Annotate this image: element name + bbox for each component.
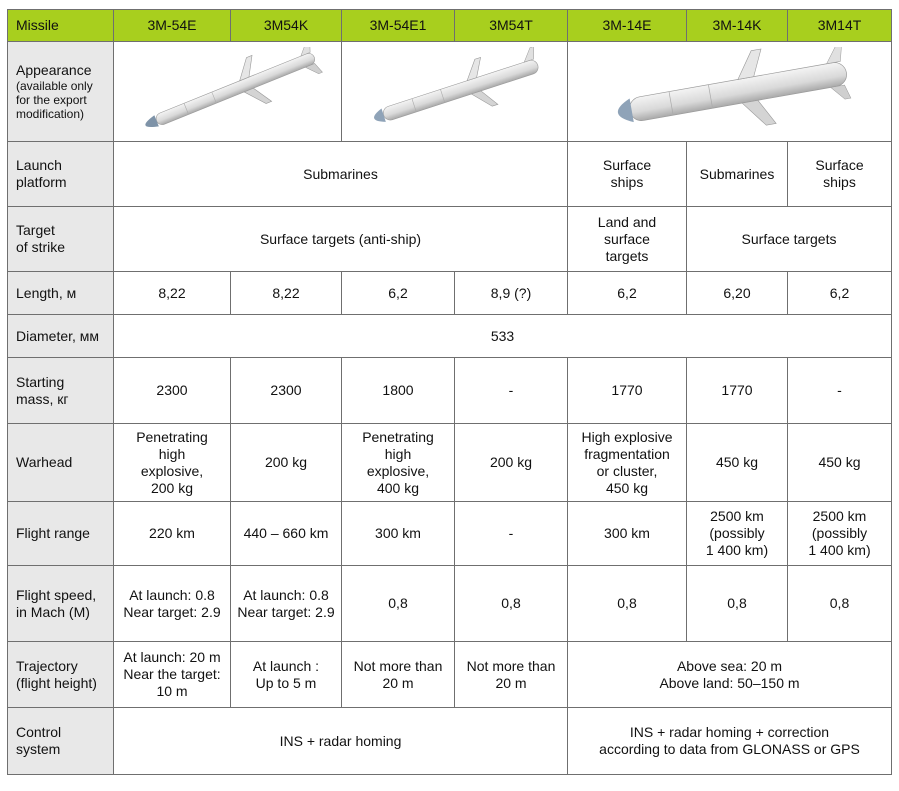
speed-line: Near target: 2.9 bbox=[237, 603, 335, 620]
mass-label bbox=[8, 358, 114, 424]
target-line: surface bbox=[604, 230, 650, 247]
trajectory-label-line: (flight height) bbox=[16, 674, 97, 691]
range-value: 300 km bbox=[568, 502, 687, 566]
appearance-note: modification) bbox=[16, 107, 85, 121]
header-model: 3M-14E bbox=[568, 10, 687, 42]
length-label: Length, м bbox=[8, 272, 114, 315]
appearance-note: for the export bbox=[16, 93, 87, 107]
mass-label-line: mass, кг bbox=[16, 390, 69, 407]
header-model: 3M54K bbox=[231, 10, 342, 42]
range-line: (possibly bbox=[811, 525, 868, 541]
warhead-value: 450 kg bbox=[687, 424, 788, 502]
speed-value: 0,8 bbox=[687, 566, 788, 642]
range-value: 440 – 660 km bbox=[231, 502, 342, 566]
appearance-label-title: Appearance bbox=[16, 62, 92, 78]
header-label: Missile bbox=[8, 10, 114, 42]
mass-value: - bbox=[788, 358, 892, 424]
control-label-line: system bbox=[16, 741, 61, 757]
trajectory-row bbox=[8, 642, 892, 708]
length-value: 6,20 bbox=[687, 272, 788, 315]
warhead-label: Warhead bbox=[8, 424, 114, 502]
range-value bbox=[788, 502, 892, 566]
trajectory-line: Not more than bbox=[466, 657, 556, 674]
warhead-value bbox=[114, 424, 231, 502]
mass-value: 1770 bbox=[687, 358, 788, 424]
length-value: 6,2 bbox=[568, 272, 687, 315]
appearance-note: (available only bbox=[16, 79, 93, 93]
appearance-row bbox=[8, 42, 892, 142]
trajectory-value bbox=[342, 642, 455, 708]
target-label-line: of strike bbox=[16, 239, 66, 255]
diameter-value: 533 bbox=[114, 315, 892, 358]
missile-3m54-illustration bbox=[123, 47, 333, 137]
speed-value: 0,8 bbox=[455, 566, 568, 642]
header-model: 3M54T bbox=[455, 10, 568, 42]
speed-line: At launch: 0.8 bbox=[243, 586, 329, 603]
launch-platform-row bbox=[8, 142, 892, 207]
trajectory-label bbox=[8, 642, 114, 708]
warhead-value: 450 kg bbox=[788, 424, 892, 502]
launch-platform-label bbox=[8, 142, 114, 207]
warhead-value bbox=[568, 424, 687, 502]
surface-ships-line: Surface bbox=[602, 157, 652, 173]
speed-value bbox=[114, 566, 231, 642]
range-row bbox=[8, 502, 892, 566]
range-label: Flight range bbox=[8, 502, 114, 566]
speed-label-line: in Mach (M) bbox=[16, 603, 90, 620]
trajectory-value bbox=[455, 642, 568, 708]
length-value: 6,2 bbox=[788, 272, 892, 315]
trajectory-line: 20 m bbox=[382, 674, 414, 691]
mass-value: 1770 bbox=[568, 358, 687, 424]
warhead-line: Penetrating bbox=[362, 428, 434, 445]
warhead-line: explosive, bbox=[366, 462, 430, 479]
warhead-line: 450 kg bbox=[605, 479, 649, 496]
range-line: 2500 km bbox=[812, 508, 867, 524]
target-label-line: Target bbox=[16, 222, 55, 238]
warhead-value bbox=[342, 424, 455, 502]
trajectory-value bbox=[114, 642, 231, 708]
control-line: according to data from GLONASS or GPS bbox=[599, 741, 860, 757]
control-label bbox=[8, 708, 114, 775]
trajectory-line: Above sea: 20 m bbox=[676, 657, 783, 674]
speed-value bbox=[231, 566, 342, 642]
missile-3m54e1-illustration bbox=[350, 47, 560, 137]
target-line: targets bbox=[605, 247, 649, 264]
warhead-line: or cluster, bbox=[596, 462, 658, 479]
speed-label bbox=[8, 566, 114, 642]
length-value: 8,9 (?) bbox=[455, 272, 568, 315]
launch-platform-submarines-2: Submarines bbox=[687, 142, 788, 207]
warhead-row bbox=[8, 424, 892, 502]
trajectory-value-3m14 bbox=[568, 642, 892, 708]
missile-image-3m14 bbox=[568, 42, 892, 142]
trajectory-value bbox=[231, 642, 342, 708]
target-label bbox=[8, 207, 114, 272]
control-label-line: Control bbox=[16, 724, 62, 740]
target-row bbox=[8, 207, 892, 272]
trajectory-label-line: Trajectory bbox=[16, 657, 78, 674]
control-value-3m54: INS + radar homing bbox=[114, 708, 568, 775]
warhead-line: 400 kg bbox=[376, 479, 420, 496]
diameter-label: Diameter, мм bbox=[8, 315, 114, 358]
missile-3m14-illustration bbox=[580, 47, 880, 137]
trajectory-line: Near the target: bbox=[123, 666, 221, 682]
launch-platform-surface-ships bbox=[568, 142, 687, 207]
warhead-value: 200 kg bbox=[455, 424, 568, 502]
trajectory-line: At launch: 20 m bbox=[123, 649, 221, 665]
mass-value: 1800 bbox=[342, 358, 455, 424]
control-line: INS + radar homing + correction bbox=[629, 724, 830, 740]
mass-value: - bbox=[455, 358, 568, 424]
warhead-value: 200 kg bbox=[231, 424, 342, 502]
target-surface: Surface targets bbox=[687, 207, 892, 272]
appearance-label bbox=[8, 42, 114, 142]
range-line: (possibly bbox=[709, 525, 765, 541]
mass-label-line: Starting bbox=[16, 373, 65, 390]
trajectory-line: 10 m bbox=[156, 683, 188, 699]
length-row bbox=[8, 272, 892, 315]
launch-platform-label-line: Launch bbox=[16, 157, 62, 173]
control-value-3m14 bbox=[568, 708, 892, 775]
surface-ships-line: ships bbox=[823, 174, 856, 190]
target-land-surface bbox=[568, 207, 687, 272]
launch-platform-surface-ships-2 bbox=[788, 142, 892, 207]
surface-ships-line: Surface bbox=[815, 157, 864, 173]
trajectory-line: 20 m bbox=[495, 674, 527, 691]
speed-line: Near target: 2.9 bbox=[123, 603, 221, 620]
control-row bbox=[8, 708, 892, 775]
length-value: 8,22 bbox=[231, 272, 342, 315]
range-value bbox=[687, 502, 788, 566]
diameter-row bbox=[8, 315, 892, 358]
header-row bbox=[8, 10, 892, 42]
warhead-line: High explosive bbox=[581, 428, 673, 445]
trajectory-line: Up to 5 m bbox=[255, 674, 317, 691]
mass-value: 2300 bbox=[231, 358, 342, 424]
speed-value: 0,8 bbox=[568, 566, 687, 642]
surface-ships-line: ships bbox=[610, 174, 644, 190]
header-model: 3M-14K bbox=[687, 10, 788, 42]
target-line: Land and bbox=[597, 213, 657, 230]
target-antiship: Surface targets (anti-ship) bbox=[114, 207, 568, 272]
header-model: 3M14T bbox=[788, 10, 892, 42]
speed-label-line: Flight speed, bbox=[16, 586, 97, 603]
missile-image-3m54e1 bbox=[342, 42, 568, 142]
trajectory-line: Above land: 50–150 m bbox=[659, 674, 800, 691]
speed-value: 0,8 bbox=[788, 566, 892, 642]
warhead-line: high bbox=[158, 445, 186, 462]
warhead-line: fragmentation bbox=[584, 445, 670, 462]
range-value: 220 km bbox=[114, 502, 231, 566]
header-model: 3M-54E1 bbox=[342, 10, 455, 42]
range-value: - bbox=[455, 502, 568, 566]
warhead-line: high bbox=[384, 445, 412, 462]
launch-platform-label-line: platform bbox=[16, 174, 67, 190]
speed-value: 0,8 bbox=[342, 566, 455, 642]
trajectory-line: Not more than bbox=[353, 657, 443, 674]
length-value: 8,22 bbox=[114, 272, 231, 315]
speed-line: At launch: 0.8 bbox=[129, 586, 215, 603]
missile-image-3m54 bbox=[114, 42, 342, 142]
range-line: 1 400 km) bbox=[705, 542, 769, 558]
warhead-line: explosive, bbox=[140, 462, 204, 479]
launch-platform-submarines: Submarines bbox=[114, 142, 568, 207]
trajectory-line: At launch : bbox=[252, 657, 320, 674]
range-line: 2500 km bbox=[710, 508, 764, 524]
range-value: 300 km bbox=[342, 502, 455, 566]
warhead-line: Penetrating bbox=[136, 428, 208, 445]
warhead-line: 200 kg bbox=[150, 479, 194, 496]
mass-value: 2300 bbox=[114, 358, 231, 424]
mass-row bbox=[8, 358, 892, 424]
speed-row bbox=[8, 566, 892, 642]
missile-spec-table bbox=[7, 9, 892, 775]
missile-spec-table-wrapper bbox=[7, 9, 892, 775]
range-line: 1 400 km) bbox=[808, 542, 871, 558]
length-value: 6,2 bbox=[342, 272, 455, 315]
header-model: 3M-54E bbox=[114, 10, 231, 42]
